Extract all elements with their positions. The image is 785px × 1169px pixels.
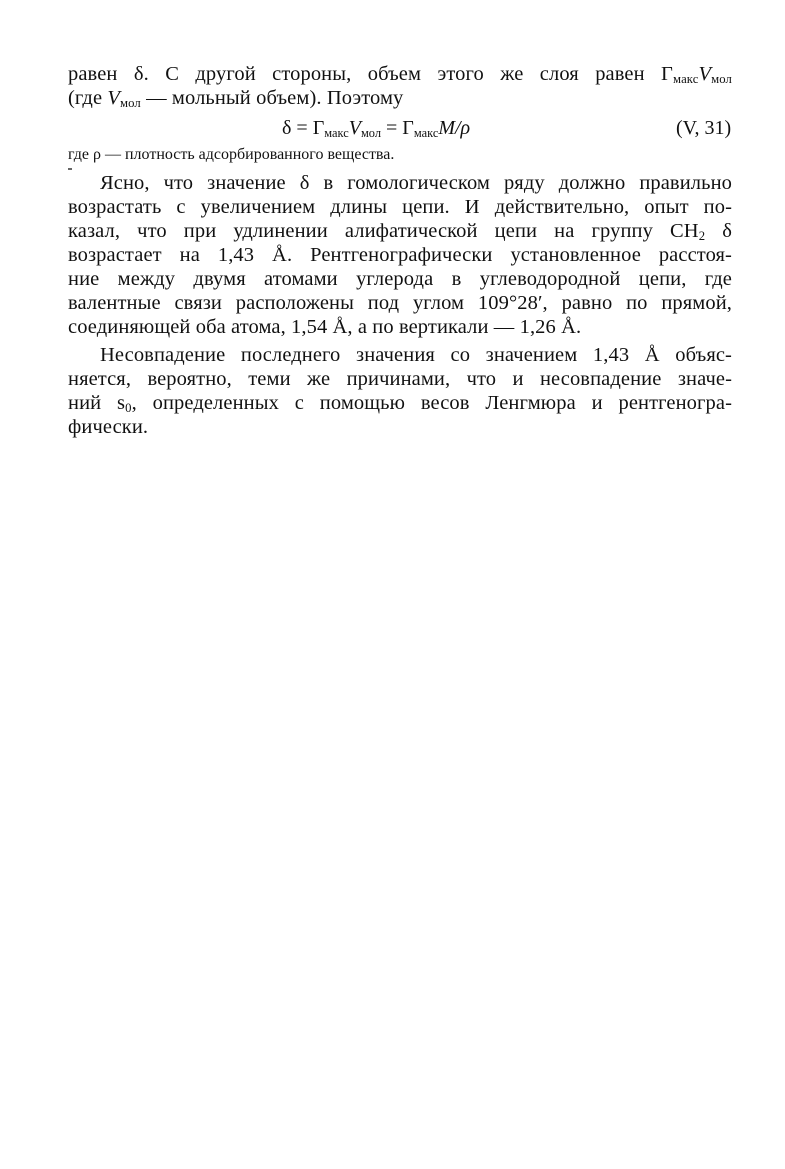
- text-line: фически.: [68, 416, 149, 438]
- variable: V: [698, 63, 712, 85]
- variable: V: [348, 117, 361, 139]
- text-line: соединяющей оба атома, 1,54 Å, а по вертикали — 1,26 Å.: [68, 316, 582, 338]
- text-line: [68, 219, 732, 243]
- text-line: валентные связи расположены под углом 109°28′, равно по прямой,: [68, 292, 732, 314]
- subscript: мол: [360, 126, 382, 141]
- text-line: Несовпадение последнего значения со значением 1,43 Å объяс-: [100, 344, 732, 366]
- text-line: [68, 391, 732, 415]
- footnote-text: где ρ — плотность адсорбированного вещества.: [68, 146, 395, 163]
- text-span: (где: [68, 87, 108, 109]
- text-line: ние между двумя атомами углерода в углеводородной цепи, где: [68, 268, 732, 290]
- text-line: [68, 86, 732, 110]
- subscript: мол: [711, 72, 732, 87]
- text-line: [68, 62, 732, 86]
- text-span: , определенных с помощью весов Ленгмюра и рентгеногра-: [131, 392, 733, 414]
- equation-part: = Γ: [381, 117, 414, 139]
- text-line: Ясно, что значение δ в гомологическом ряду должно правильно: [100, 172, 732, 194]
- subscript: макс: [324, 126, 349, 141]
- equation-number: (V, 31): [676, 117, 732, 139]
- print-mark: [68, 168, 72, 170]
- text-span: казал, что при удлинении алифатической цепи на группу CH: [68, 220, 699, 242]
- equation: [282, 116, 470, 140]
- text-span: ний s: [68, 392, 126, 414]
- subscript: 2: [698, 229, 706, 244]
- variable: M/ρ: [438, 117, 471, 139]
- equation-part: δ = Γ: [282, 117, 325, 139]
- text-span: — мольный объем). Поэтому: [140, 87, 404, 109]
- subscript: мол: [120, 96, 141, 111]
- text-line: возрастать с увеличением длины цепи. И действительно, опыт по-: [68, 196, 732, 218]
- variable: V: [107, 87, 120, 109]
- subscript: макс: [673, 72, 699, 87]
- subscript: 0: [125, 401, 132, 416]
- text-line: няется, вероятно, теми же причинами, что и несовпадение значе-: [68, 368, 732, 390]
- text-span: δ: [705, 220, 732, 242]
- text-span: равен δ. С другой стороны, объем этого же слоя равен Γ: [68, 63, 674, 85]
- text-line: возрастает на 1,43 Å. Рентгенографически установленное расстоя-: [68, 244, 732, 266]
- subscript: макс: [413, 126, 439, 141]
